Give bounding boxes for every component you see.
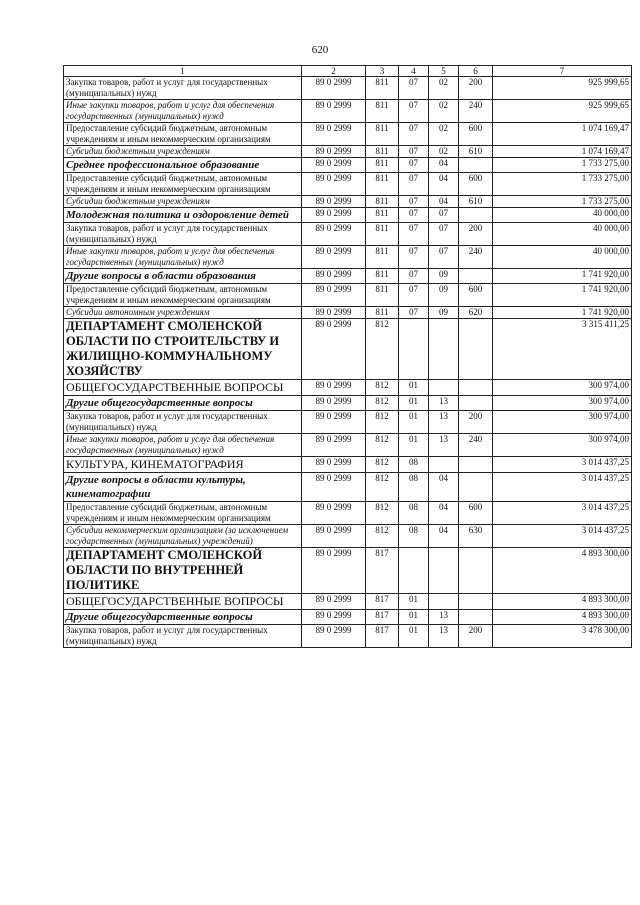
cell-subsection: 09 [429,269,459,284]
cell-admin: 811 [366,284,399,307]
cell-subsection: 02 [429,77,459,100]
budget-table [63,65,632,648]
header-cell: 2 [302,66,366,77]
cell-subsection: 04 [429,158,459,173]
cell-subsection [429,380,459,396]
cell-amount: 3 014 437,25 [493,502,632,525]
cell-subsection: 13 [429,610,459,625]
cell-admin: 812 [366,434,399,457]
cell-admin: 817 [366,625,399,648]
cell-subsection: 13 [429,411,459,434]
cell-code: 89 0 2999 [302,196,366,208]
cell-name: Закупка товаров, работ и услуг для государственных (муниципальных) нужд [64,625,302,648]
cell-type [459,548,493,594]
cell-section: 01 [399,625,429,648]
cell-name: Закупка товаров, работ и услуг для государственных (муниципальных) нужд [64,223,302,246]
cell-section: 08 [399,457,429,473]
cell-admin: 811 [366,246,399,269]
cell-admin: 812 [366,411,399,434]
cell-subsection: 04 [429,502,459,525]
table-row [64,380,632,396]
cell-code: 89 0 2999 [302,594,366,610]
cell-amount: 4 893 300,00 [493,610,632,625]
table-row [64,173,632,196]
table-row [64,208,632,223]
cell-code: 89 0 2999 [302,502,366,525]
cell-amount: 40 000,00 [493,246,632,269]
cell-amount: 300 974,00 [493,411,632,434]
cell-type: 200 [459,223,493,246]
cell-admin: 811 [366,77,399,100]
header-cell: 3 [366,66,399,77]
cell-section: 08 [399,502,429,525]
cell-name: Среднее профессиональное образование [64,158,302,173]
cell-admin: 817 [366,610,399,625]
table-row [64,223,632,246]
cell-name: ДЕПАРТАМЕНТ СМОЛЕНСКОЙ ОБЛАСТИ ПО СТРОИТЕЛЬСТВУ И ЖИЛИЩНО-КОММУНАЛЬНОМУ ХОЗЯЙСТВУ [64,319,302,380]
cell-amount: 1 741 920,00 [493,307,632,319]
cell-code: 89 0 2999 [302,208,366,223]
table-row [64,411,632,434]
cell-code: 89 0 2999 [302,173,366,196]
cell-name: Молодежная политика и оздоровление детей [64,208,302,223]
cell-name: Другие вопросы в области культуры, кинематографии [64,473,302,502]
cell-type [459,158,493,173]
cell-amount: 40 000,00 [493,223,632,246]
cell-type [459,208,493,223]
table-header-row [64,66,632,77]
table-row [64,123,632,146]
cell-type: 240 [459,246,493,269]
cell-section: 07 [399,284,429,307]
cell-amount: 1 733 275,00 [493,196,632,208]
cell-amount: 300 974,00 [493,396,632,411]
cell-type [459,380,493,396]
cell-section: 07 [399,208,429,223]
cell-code: 89 0 2999 [302,100,366,123]
cell-code: 89 0 2999 [302,319,366,380]
cell-admin: 812 [366,502,399,525]
cell-section: 01 [399,411,429,434]
cell-admin: 812 [366,319,399,380]
table-row [64,246,632,269]
cell-type: 630 [459,525,493,548]
cell-code: 89 0 2999 [302,411,366,434]
cell-admin: 812 [366,457,399,473]
cell-subsection: 07 [429,223,459,246]
cell-section: 01 [399,610,429,625]
cell-subsection: 07 [429,208,459,223]
cell-admin: 811 [366,223,399,246]
cell-section: 07 [399,269,429,284]
cell-amount: 1 733 275,00 [493,158,632,173]
cell-admin: 811 [366,146,399,158]
cell-subsection: 13 [429,396,459,411]
table-row [64,307,632,319]
cell-section: 07 [399,100,429,123]
cell-type: 200 [459,411,493,434]
cell-subsection [429,457,459,473]
cell-amount: 1 074 169,47 [493,123,632,146]
cell-amount: 4 893 300,00 [493,548,632,594]
cell-name: Предоставление субсидий бюджетным, автономным учреждениям и иным некоммерческим организациям [64,123,302,146]
cell-name: Субсидии автономным учреждениям [64,307,302,319]
cell-admin: 812 [366,380,399,396]
cell-code: 89 0 2999 [302,380,366,396]
cell-name: Другие вопросы в области образования [64,269,302,284]
cell-code: 89 0 2999 [302,123,366,146]
cell-admin: 811 [366,196,399,208]
cell-admin: 812 [366,473,399,502]
cell-type: 610 [459,196,493,208]
cell-code: 89 0 2999 [302,610,366,625]
cell-type [459,610,493,625]
cell-subsection: 13 [429,625,459,648]
cell-type: 600 [459,123,493,146]
cell-amount: 3 478 300,00 [493,625,632,648]
cell-code: 89 0 2999 [302,548,366,594]
cell-type [459,396,493,411]
cell-subsection: 04 [429,525,459,548]
cell-amount: 3 014 437,25 [493,457,632,473]
cell-type: 600 [459,502,493,525]
cell-section: 07 [399,307,429,319]
cell-subsection: 04 [429,173,459,196]
cell-type: 200 [459,625,493,648]
cell-amount: 925 999,65 [493,77,632,100]
table-row [64,396,632,411]
cell-name: Субсидии бюджетным учреждениям [64,196,302,208]
table-row [64,610,632,625]
cell-type: 240 [459,100,493,123]
cell-admin: 811 [366,307,399,319]
cell-type: 610 [459,146,493,158]
cell-type [459,457,493,473]
header-cell: 6 [459,66,493,77]
header-cell: 7 [493,66,632,77]
cell-code: 89 0 2999 [302,525,366,548]
cell-code: 89 0 2999 [302,246,366,269]
cell-section: 07 [399,158,429,173]
cell-subsection: 09 [429,307,459,319]
cell-admin: 817 [366,548,399,594]
cell-code: 89 0 2999 [302,457,366,473]
table-row [64,158,632,173]
cell-section: 07 [399,223,429,246]
cell-section: 01 [399,594,429,610]
table-row [64,146,632,158]
cell-name: Предоставление субсидий бюджетным, автономным учреждениям и иным некоммерческим организациям [64,502,302,525]
cell-admin: 811 [366,208,399,223]
cell-admin: 812 [366,396,399,411]
cell-name: Иные закупки товаров, работ и услуг для обеспечения государственных (муниципальных) нужд [64,246,302,269]
table-row [64,502,632,525]
cell-section: 07 [399,173,429,196]
table-row [64,434,632,457]
cell-amount: 3 014 437,25 [493,473,632,502]
cell-section: 07 [399,196,429,208]
cell-amount: 1 733 275,00 [493,173,632,196]
cell-subsection: 09 [429,284,459,307]
cell-section [399,319,429,380]
table-row [64,473,632,502]
cell-amount: 1 741 920,00 [493,284,632,307]
cell-code: 89 0 2999 [302,307,366,319]
cell-amount: 300 974,00 [493,434,632,457]
page-number: 620 [311,44,329,56]
table-row [64,284,632,307]
cell-name: Иные закупки товаров, работ и услуг для обеспечения государственных (муниципальных) нужд [64,100,302,123]
cell-code: 89 0 2999 [302,146,366,158]
table-row [64,525,632,548]
cell-code: 89 0 2999 [302,396,366,411]
cell-name: ОБЩЕГОСУДАРСТВЕННЫЕ ВОПРОСЫ [64,380,302,396]
cell-name: Закупка товаров, работ и услуг для государственных (муниципальных) нужд [64,77,302,100]
cell-name: КУЛЬТУРА, КИНЕМАТОГРАФИЯ [64,457,302,473]
cell-name: Субсидии бюджетным учреждениям [64,146,302,158]
cell-section [399,548,429,594]
cell-name: Иные закупки товаров, работ и услуг для обеспечения государственных (муниципальных) нужд [64,434,302,457]
cell-amount: 1 741 920,00 [493,269,632,284]
cell-subsection: 04 [429,196,459,208]
cell-admin: 812 [366,525,399,548]
cell-type [459,319,493,380]
cell-section: 07 [399,77,429,100]
header-cell: 5 [429,66,459,77]
cell-section: 08 [399,473,429,502]
cell-subsection: 07 [429,246,459,269]
cell-amount: 300 974,00 [493,380,632,396]
cell-subsection: 04 [429,473,459,502]
cell-name: Другие общегосударственные вопросы [64,610,302,625]
cell-type [459,473,493,502]
cell-amount: 40 000,00 [493,208,632,223]
cell-admin: 811 [366,173,399,196]
cell-admin: 811 [366,100,399,123]
table-row [64,548,632,594]
cell-subsection: 02 [429,123,459,146]
cell-section: 01 [399,380,429,396]
cell-name: Предоставление субсидий бюджетным, автономным учреждениям и иным некоммерческим организациям [64,173,302,196]
table-row [64,100,632,123]
cell-type: 620 [459,307,493,319]
cell-subsection [429,548,459,594]
cell-code: 89 0 2999 [302,223,366,246]
cell-subsection [429,594,459,610]
table-row [64,319,632,380]
cell-section: 08 [399,525,429,548]
cell-code: 89 0 2999 [302,434,366,457]
cell-type: 600 [459,173,493,196]
cell-section: 07 [399,123,429,146]
header-cell: 1 [64,66,302,77]
cell-amount: 3 315 411,25 [493,319,632,380]
cell-type: 600 [459,284,493,307]
table-row [64,457,632,473]
table-row [64,594,632,610]
table-row [64,196,632,208]
cell-admin: 817 [366,594,399,610]
cell-name: Другие общегосударственные вопросы [64,396,302,411]
cell-subsection: 02 [429,146,459,158]
cell-amount: 4 893 300,00 [493,594,632,610]
table-row [64,269,632,284]
cell-admin: 811 [366,123,399,146]
cell-amount: 1 074 169,47 [493,146,632,158]
cell-name: ОБЩЕГОСУДАРСТВЕННЫЕ ВОПРОСЫ [64,594,302,610]
cell-admin: 811 [366,269,399,284]
cell-type [459,269,493,284]
cell-type: 240 [459,434,493,457]
cell-subsection: 02 [429,100,459,123]
cell-code: 89 0 2999 [302,77,366,100]
header-cell: 4 [399,66,429,77]
cell-section: 07 [399,146,429,158]
cell-code: 89 0 2999 [302,269,366,284]
cell-name: Закупка товаров, работ и услуг для государственных (муниципальных) нужд [64,411,302,434]
cell-name: Субсидии некоммерческим организациям (за исключением государственных (муниципальных) учреждений) [64,525,302,548]
table-row [64,77,632,100]
cell-section: 01 [399,434,429,457]
cell-section: 07 [399,246,429,269]
cell-name: ДЕПАРТАМЕНТ СМОЛЕНСКОЙ ОБЛАСТИ ПО ВНУТРЕННЕЙ ПОЛИТИКЕ [64,548,302,594]
cell-code: 89 0 2999 [302,284,366,307]
cell-subsection [429,319,459,380]
cell-subsection: 13 [429,434,459,457]
cell-type: 200 [459,77,493,100]
table-row [64,625,632,648]
cell-code: 89 0 2999 [302,625,366,648]
cell-amount: 3 014 437,25 [493,525,632,548]
cell-section: 01 [399,396,429,411]
cell-code: 89 0 2999 [302,158,366,173]
cell-admin: 811 [366,158,399,173]
cell-amount: 925 999,65 [493,100,632,123]
cell-name: Предоставление субсидий бюджетным, автономным учреждениям и иным некоммерческим организациям [64,284,302,307]
cell-code: 89 0 2999 [302,473,366,502]
cell-type [459,594,493,610]
